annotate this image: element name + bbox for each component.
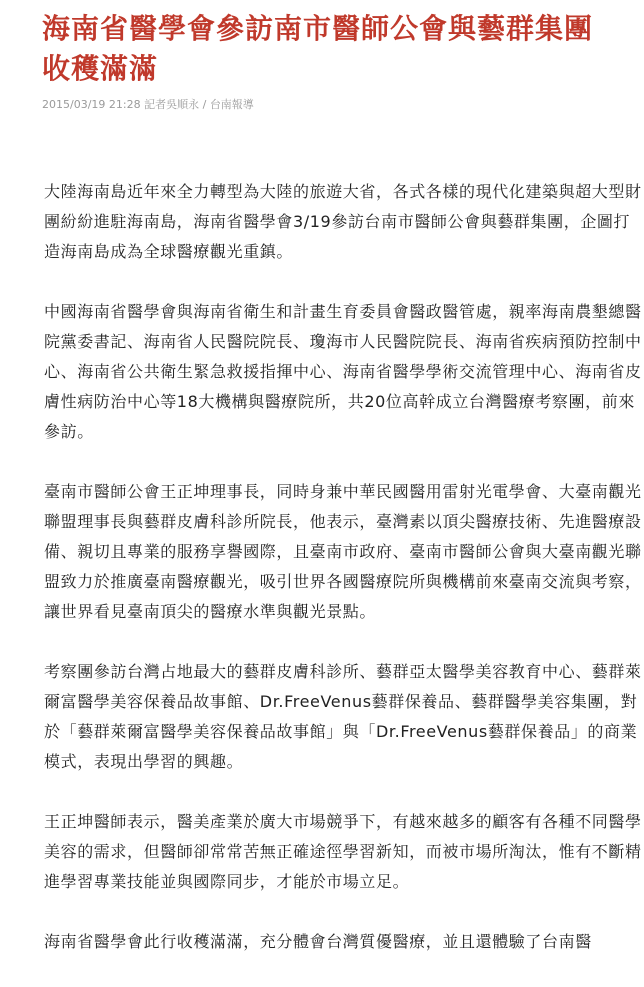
reporter-name: 記者吳順永 <box>144 98 200 111</box>
paragraph: 王正坤醫師表示，醫美產業於廣大市場競爭下，有越來越多的顧客有各種不同醫學美容的需求，但醫師卻常常苦無正確途徑學習新知，而被市場所淘汰，惟有不斷精進學習專業技能並與國際同步，才能於市場立足。 <box>44 812 642 891</box>
paragraph: 海南省醫學會此行收穫滿滿，充分體會台灣質優醫療，並且還體驗了台南醫 <box>44 932 592 951</box>
paragraph: 中國海南省醫學會與海南省衛生和計畫生育委員會醫政醫管處，親率海南農墾總醫院黨委書記、海南省人民醫院院長、瓊海市人民醫院院長、海南省疾病預防控制中心、海南省公共衛生緊急救援指揮中心、海南省醫學學術交流管理中心、海南省皮膚性病防治中心等18大機構與醫療院所，共20位高幹成立台灣醫療考察團，前來參訪。 <box>44 302 642 441</box>
paragraph: 臺南市醫師公會王正坤理事長，同時身兼中華民國醫用雷射光電學會、大臺南觀光聯盟理事長與藝群皮膚科診所院長，他表示，臺灣素以頂尖醫療技術、先進醫療設備、親切且專業的服務享譽國際，且臺南市政府、臺南市醫師公會與大臺南觀光聯盟致力於推廣臺南醫療觀光，吸引世界各國醫療院所與機構前來臺南交流與考察，讓世界看見臺南頂尖的醫療水準與觀光景點。 <box>44 482 642 621</box>
paragraph: 考察團參訪台灣占地最大的藝群皮膚科診所、藝群亞太醫學美容教育中心、藝群萊爾富醫學美容保養品故事館、Dr.FreeVenus藝群保養品、藝群醫學美容集團，對於「藝群萊爾富醫學美容保養品故事館」與「Dr.FreeVenus藝群保養品」的商業模式，表現出學習的興趣。 <box>44 662 642 771</box>
paragraph: 大陸海南島近年來全力轉型為大陸的旅遊大省，各式各樣的現代化建築與超大型財團紛紛進駐海南島，海南省醫學會3/19參訪台南市醫師公會與藝群集團，企圖打造海南島成為全球醫療觀光重鎮。 <box>44 182 642 261</box>
article-body <box>44 177 644 987</box>
article-meta <box>42 97 254 113</box>
meta-separator: / <box>199 98 210 111</box>
news-section: 台南報導 <box>209 98 254 111</box>
article-title: 海南省醫學會參訪南市醫師公會與藝群集團 收穫滿滿 <box>42 12 623 85</box>
publish-date: 2015/03/19 21:28 <box>42 98 141 111</box>
